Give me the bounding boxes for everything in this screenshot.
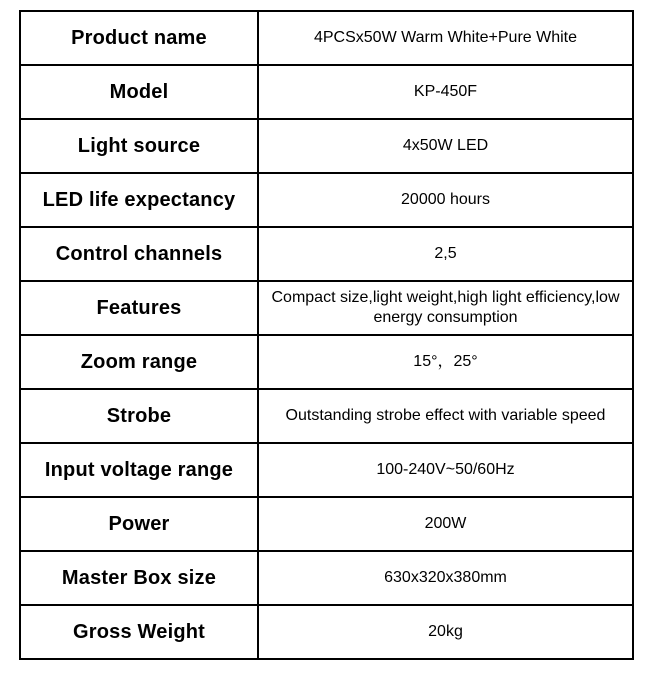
table-row [20, 443, 633, 497]
spec-label: Model [20, 65, 258, 119]
table-row [20, 551, 633, 605]
table-row [20, 605, 633, 659]
spec-value: 20000 hours [258, 173, 633, 227]
spec-label: Input voltage range [20, 443, 258, 497]
spec-label: Power [20, 497, 258, 551]
spec-label: Light source [20, 119, 258, 173]
table-row [20, 11, 633, 65]
spec-label: Product name [20, 11, 258, 65]
table-row [20, 389, 633, 443]
spec-value: 100-240V~50/60Hz [258, 443, 633, 497]
spec-label: Gross Weight [20, 605, 258, 659]
spec-value: Outstanding strobe effect with variable speed [258, 389, 633, 443]
spec-label: Master Box size [20, 551, 258, 605]
spec-label: LED life expectancy [20, 173, 258, 227]
spec-value: KP-450F [258, 65, 633, 119]
spec-value: 2,5 [258, 227, 633, 281]
spec-value: 630x320x380mm [258, 551, 633, 605]
spec-value: 15°，25° [258, 335, 633, 389]
table-row [20, 173, 633, 227]
spec-label: Control channels [20, 227, 258, 281]
spec-value: 20kg [258, 605, 633, 659]
spec-value: Compact size,light weight,high light efficiency,low energy consumption [258, 281, 633, 335]
spec-value: 200W [258, 497, 633, 551]
table-row [20, 227, 633, 281]
spec-value: 4x50W LED [258, 119, 633, 173]
spec-value: 4PCSx50W Warm White+Pure White [258, 11, 633, 65]
spec-label: Strobe [20, 389, 258, 443]
table-row [20, 335, 633, 389]
table-row [20, 65, 633, 119]
spec-label: Zoom range [20, 335, 258, 389]
table-row [20, 119, 633, 173]
table-row [20, 497, 633, 551]
spec-table [19, 10, 634, 660]
spec-label: Features [20, 281, 258, 335]
table-row [20, 281, 633, 335]
